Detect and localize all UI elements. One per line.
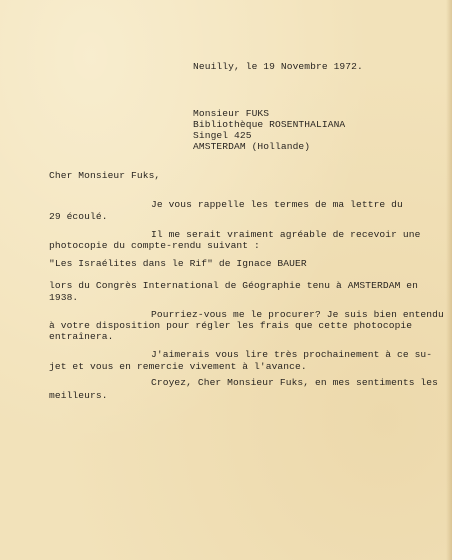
citation-line1: "Les Israélites dans le Rif" de Ignace BAUER <box>49 258 307 269</box>
recipient-institution: Bibliothèque ROSENTHALIANA <box>193 119 346 130</box>
paper-edge-shadow <box>446 0 452 560</box>
recipient-city: AMSTERDAM (Hollande) <box>193 141 311 152</box>
paragraph3-line3: entraînera. <box>49 331 114 342</box>
paragraph3-line1: Pourriez-vous me le procurer? Je suis bien entendu <box>151 309 444 320</box>
salutation: Cher Monsieur Fuks, <box>49 170 161 181</box>
paragraph2-line2: photocopie du compte-rendu suivant : <box>49 240 260 251</box>
paragraph4-line1: J'aimerais vous lire très prochainement à ce su- <box>151 349 433 360</box>
paragraph2-line1: Il me serait vraiment agréable de recevoir une <box>151 229 421 240</box>
citation-line2: lors du Congrès International de Géographie tenu à AMSTERDAM en <box>49 280 419 291</box>
paragraph1-line1: Je vous rappelle les termes de ma lettre du <box>151 199 403 210</box>
closing-line2: meilleurs. <box>49 390 108 401</box>
paragraph4-line2: jet et vous en remercie vivement à l'avance. <box>49 361 307 372</box>
recipient-street: Singel 425 <box>193 130 252 141</box>
paragraph3-line2: à votre disposition pour régler les frais que cette photocopie <box>49 320 413 331</box>
date-line: Neuilly, le 19 Novembre 1972. <box>193 61 363 72</box>
closing-line1: Croyez, Cher Monsieur Fuks, en mes sentiments les <box>151 377 439 388</box>
paragraph1-line2: 29 écoulé. <box>49 211 108 222</box>
citation-line3: 1938. <box>49 292 79 303</box>
recipient-name: Monsieur FUKS <box>193 108 270 119</box>
